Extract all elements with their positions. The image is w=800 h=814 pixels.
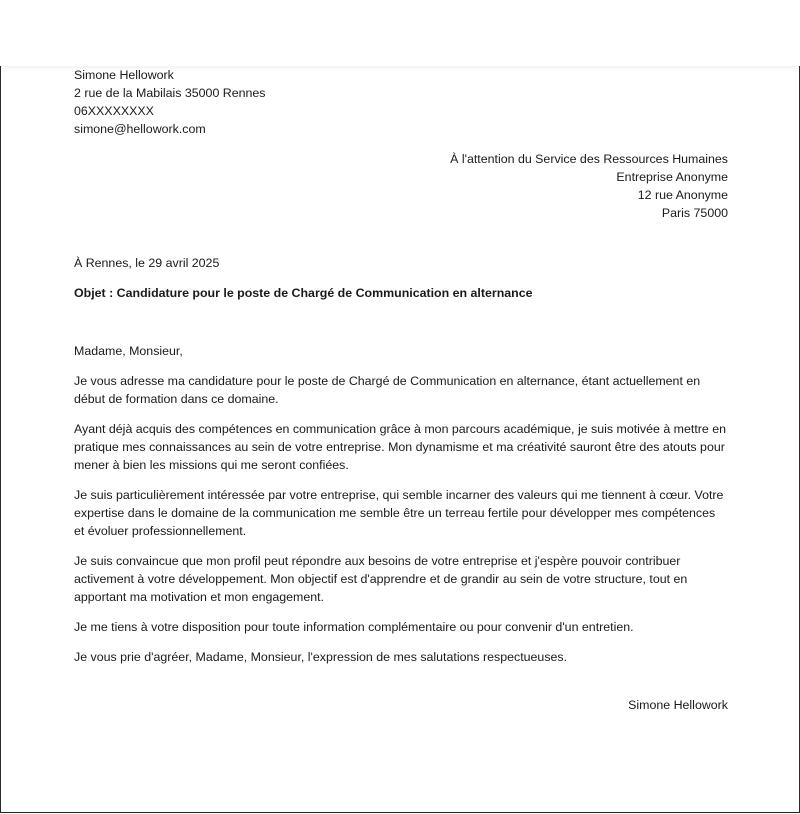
sender-address: 2 rue de la Mabilais 35000 Rennes (74, 86, 266, 100)
greeting: Madame, Monsieur, (74, 344, 183, 358)
closing-paragraph: Je vous prie d'agréer, Madame, Monsieur, l'expression de mes salutations respectueuses. (74, 650, 568, 664)
recipient-block (74, 150, 728, 222)
page-top-area (0, 0, 800, 66)
body-paragraph-5: Je me tiens à votre disposition pour toute information complémentaire ou pour convenir d'un entretien. (74, 620, 634, 634)
recipient-street: 12 rue Anonyme (637, 188, 728, 202)
signature: Simone Hellowork (628, 698, 728, 712)
body-paragraph-4: Je suis convaincue que mon profil peut répondre aux besoins de votre entreprise et j'espère pouvoir contribuer activement à votre développement. Mon objectif est d'apprendre et de grandir au sein de votre structure, tout en apportant ma motivation et mon engagement. (74, 554, 688, 604)
subject-line: Objet : Candidature pour le poste de Chargé de Communication en alternance (74, 286, 533, 300)
letter-page (0, 66, 800, 813)
recipient-attention: À l'attention du Service des Ressources Humaines (450, 152, 728, 166)
body-paragraph-1: Je vous adresse ma candidature pour le poste de Chargé de Communication en alternance, étant actuellement en début de formation dans ce domaine. (74, 374, 701, 406)
sender-email: simone@hellowork.com (74, 122, 206, 136)
date-line: À Rennes, le 29 avril 2025 (74, 256, 220, 270)
body-paragraph-3: Je suis particulièrement intéressée par votre entreprise, qui semble incarner des valeurs qui me tiennent à cœur. Votre expertise dans le domaine de la communication me semble être un terreau fertile pour développer mes compétences et évoluer professionnellement. (74, 488, 724, 538)
body-paragraph-2: Ayant déjà acquis des compétences en communication grâce à mon parcours académique, je suis motivée à mettre en pratique mes connaissances au sein de votre entreprise. Mon dynamisme et ma créativité sauront être des atouts pour mener à bien les missions qui me seront confiées. (74, 422, 727, 472)
sender-block (74, 66, 728, 138)
sender-name: Simone Hellowork (74, 68, 174, 82)
recipient-company: Entreprise Anonyme (616, 170, 728, 184)
recipient-city: Paris 75000 (661, 206, 728, 220)
cover-letter (74, 66, 728, 714)
sender-phone: 06XXXXXXXX (74, 104, 154, 118)
